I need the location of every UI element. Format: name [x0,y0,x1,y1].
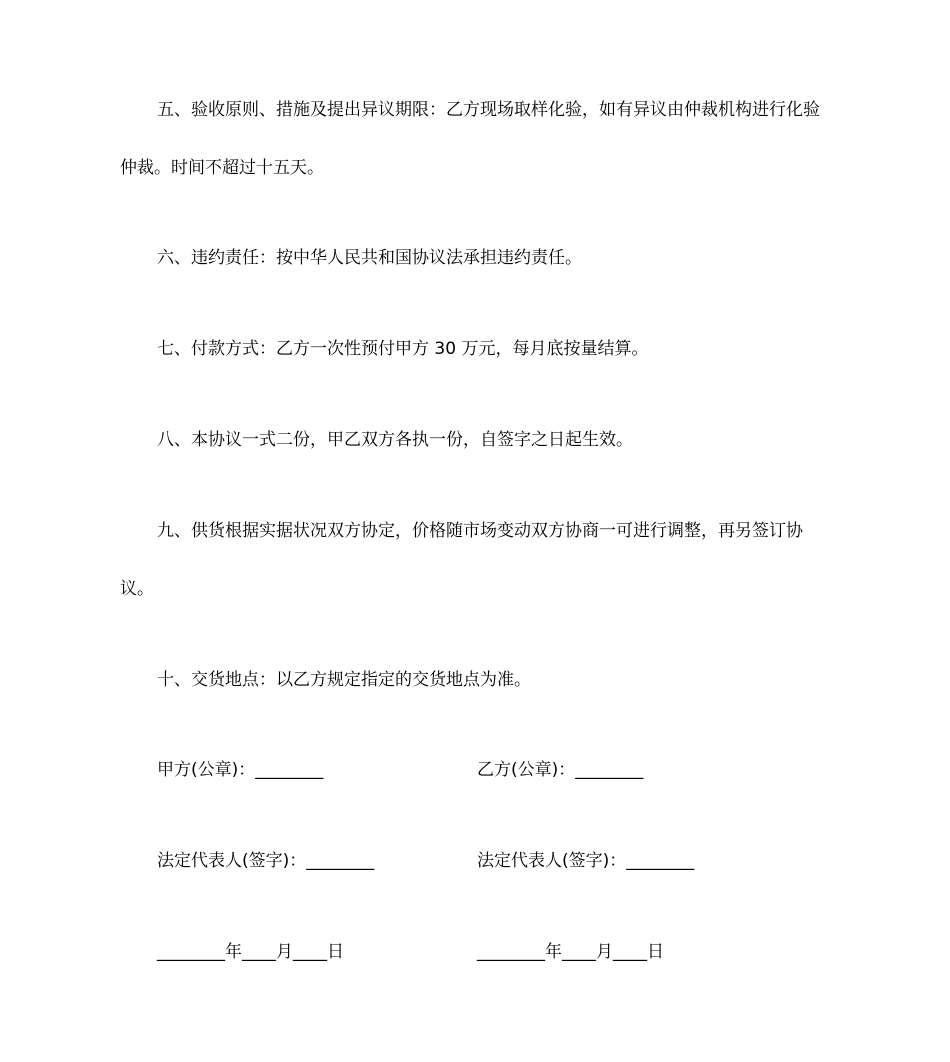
clause-5: 五、验收原则、措施及提出异议期限：乙方现场取样化验，如有异议由仲裁机构进行化验仲裁。时间不超过十五天。 [120,100,820,178]
clause-10: 十、交货地点：以乙方规定指定的交货地点为准。 [157,670,531,690]
party-a-seal-line: 甲方(公章)：________ [157,760,324,780]
clause-7: 七、付款方式：乙方一次性预付甲方 30 万元，每月底按量结算。 [157,339,649,359]
party-a-date-line: ________年____月____日 [157,942,344,962]
party-b-date-line: ________年____月____日 [477,942,664,962]
party-b-seal-line: 乙方(公章)：________ [477,760,644,780]
clause-9: 九、供货根据实据状况双方协定，价格随市场变动双方协商一可进行调整，再另签订协议。 [120,521,803,599]
party-a-representative-line: 法定代表人(签字)：________ [157,851,375,871]
clause-8: 八、本协议一式二份，甲乙双方各执一份，自签字之日起生效。 [157,430,633,450]
party-b-representative-line: 法定代表人(签字)：________ [477,851,695,871]
clause-6: 六、违约责任：按中华人民共和国协议法承担违约责任。 [157,248,582,268]
